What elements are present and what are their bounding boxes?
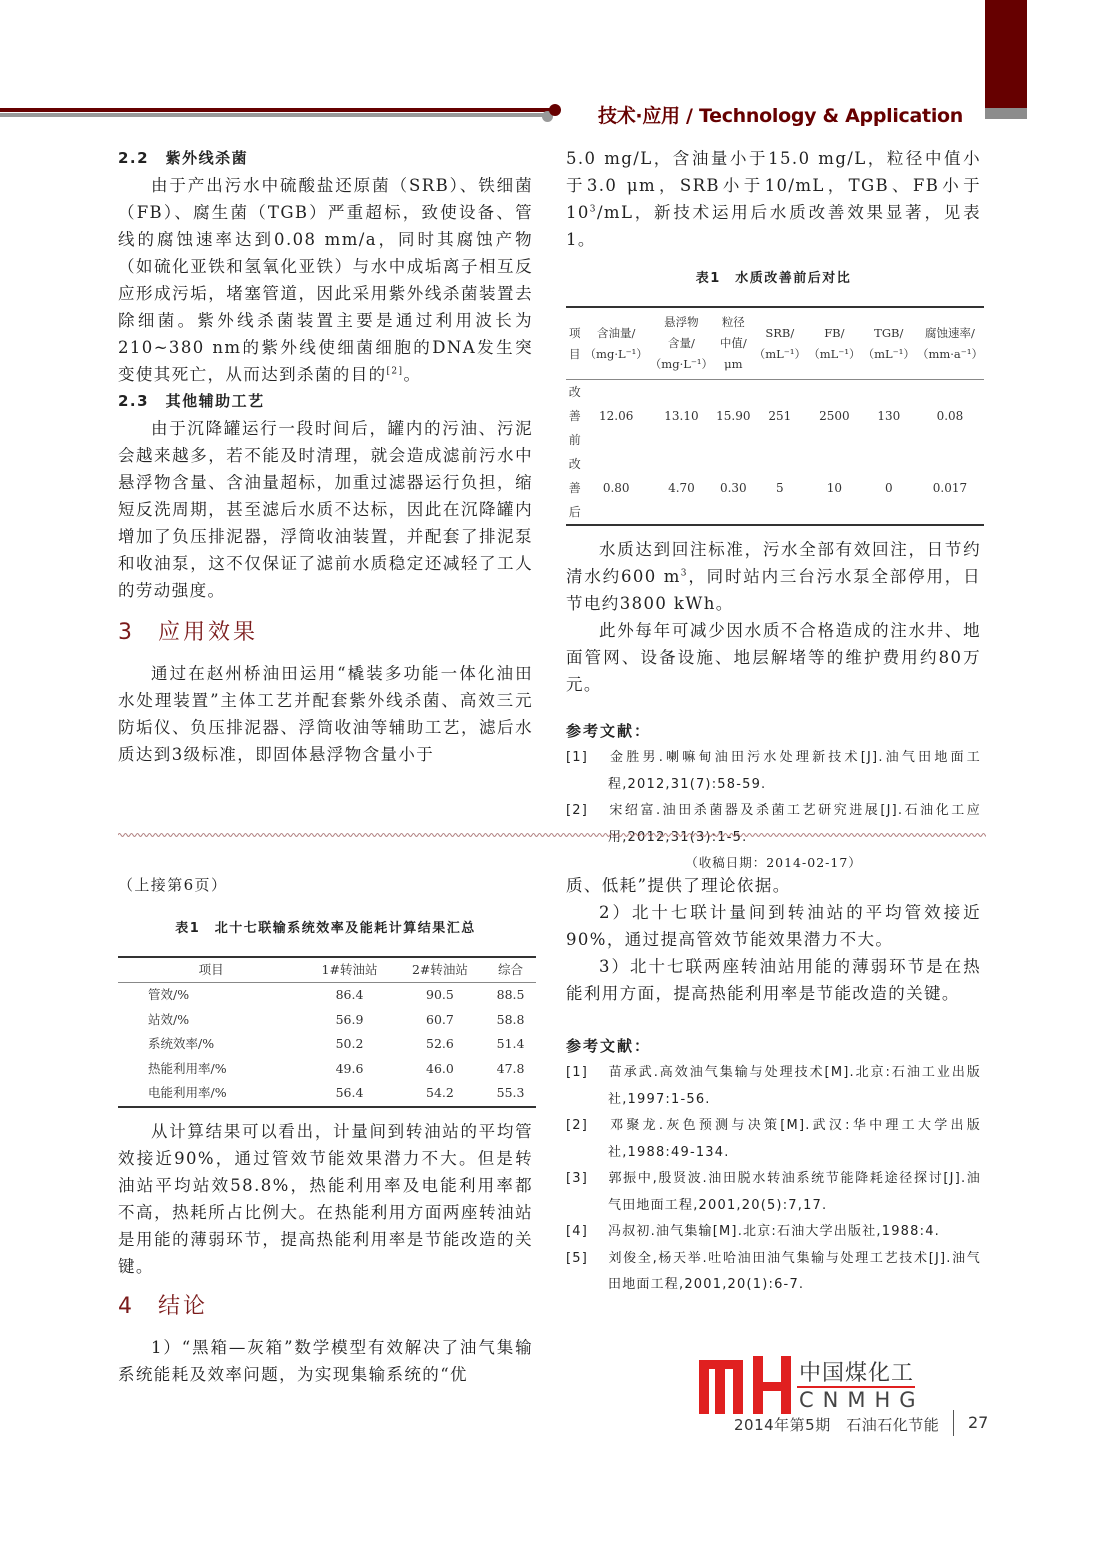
reference-text: 刘俊全,杨天举.吐哈油田油气集输与处理工艺技术[J].油气田地面工程,2001,20(1):6-7.: [608, 1250, 981, 1292]
reference-item: [566, 1219, 981, 1246]
table-cell: 46.0: [426, 1060, 454, 1076]
wavy-divider: [118, 832, 986, 838]
table-cell: 系统效率/%: [148, 1036, 215, 1051]
table-cell: 0: [884, 481, 893, 495]
savings-paragraph: [566, 536, 981, 617]
section-title: 结论: [158, 1293, 209, 1319]
table-row: [118, 983, 536, 1008]
table-header-cell: [916, 307, 984, 380]
cnmhg-logo: [695, 1356, 995, 1418]
page-number: 27: [968, 1413, 989, 1432]
table-cell: 改善后: [568, 457, 581, 519]
header-line: （mL⁻¹）: [808, 346, 861, 361]
table-cell: 130: [877, 409, 901, 423]
reference-text: 邓聚龙.灰色预测与决策[M].武汉:华中理工大学出版社,1988:49-134.: [608, 1118, 981, 1160]
superscript: 3: [680, 568, 688, 579]
conclusion-1-continued: 质、低耗”提供了理论依据。: [566, 876, 791, 895]
section-4-heading: [118, 1290, 533, 1324]
table-header-cell: [753, 307, 808, 380]
table-header-cell: [584, 307, 649, 380]
continued-paragraph: [566, 145, 981, 253]
table-caption: 表1 北十七联输系统效率及能耗计算结果汇总: [175, 921, 476, 936]
reference-number: [5]: [566, 1250, 589, 1266]
reference-number: [1]: [566, 1065, 589, 1080]
table-header-cell: [566, 307, 584, 380]
references-title: 参考文献：: [566, 722, 652, 740]
table-header-cell: 综合: [498, 962, 524, 977]
reference-item: [566, 745, 981, 798]
table-cell: 15.90: [716, 409, 751, 423]
header-line: 悬浮物: [664, 315, 699, 329]
table-row: [118, 1057, 536, 1082]
table-cell: 88.5: [496, 987, 525, 1002]
reference-number: [4]: [566, 1224, 589, 1239]
reference-item: [566, 1113, 981, 1166]
continued-from-note: （上接第6页）: [118, 876, 228, 894]
table-cell: 管效/%: [148, 987, 190, 1002]
table-cell: 251: [768, 409, 792, 423]
logo-chinese-name: 中国煤化工: [799, 1361, 915, 1386]
reference-text: 宋绍富.油田杀菌器及杀菌工艺研究进展[J].石油化工应用,2012,31(3):1-5.: [608, 803, 981, 845]
table-cell: 56.4: [335, 1085, 364, 1100]
section-title: 应用效果: [158, 620, 259, 645]
header-bar-brand: [985, 0, 1027, 108]
received-date: （收稿日期：2014-02-17）: [685, 855, 862, 870]
reference-item: [566, 1246, 981, 1299]
paragraph-text: 由于产出污水中硫酸盐还原菌（SRB）、铁细菌（FB）、腐生菌（TGB）严重超标，致使设备、管线的腐蚀速率达到0.08 mm/a，同时其腐蚀产物（如硫化亚铁和氢氧化亚铁）与水中成垢离子相互反应形成污垢，堵塞管道，因此采用紫外线杀菌装置去除细菌。紫外线杀菌装置主要是通过利用波长为210~380 nm的紫外线使细菌细胞的DNA发生突变使其死亡，从而达到杀菌的目的: [118, 176, 533, 384]
table-header-cell: 1#转油站: [321, 962, 378, 977]
reference-number: [1]: [566, 750, 589, 765]
table-row: [566, 380, 984, 453]
table-cell: 站效/%: [148, 1011, 190, 1027]
subsection-2-2-title: 2.2 紫外线杀菌: [118, 149, 249, 167]
paragraph-text: ，同时站内三台污水泵全部停用，日节电约3800 kWh。: [566, 567, 981, 613]
table-header-cell: [807, 307, 862, 380]
header-bar-gray: [985, 108, 1027, 119]
header-line: SRB/: [765, 325, 795, 340]
table-cell: 54.2: [426, 1085, 454, 1100]
reference-number: [2]: [566, 1118, 589, 1133]
section-number: 3: [118, 620, 135, 645]
subsection-2-3-paragraph: 由于沉降罐运行一段时间后，罐内的污油、污泥会越来越多，若不能及时清理，就会造成滤前污水中悬浮物含量、含油量超标，加重过滤器运行负担，缩短反洗周期，甚至滤后水质不达标，因此在沉降罐内增加了负压排泥器，浮筒收油装置，并配套了排泥泵和收油泵，这不仅保证了滤前水质稳定还减轻了工人的劳动强度。: [118, 419, 533, 600]
header-rule-gray: [0, 113, 548, 117]
reference-item: [566, 1060, 981, 1113]
table-cell: 90.5: [426, 987, 454, 1002]
header-line: TGB/: [874, 325, 904, 340]
issue-info: 2014年第5期 石油石化节能: [734, 1416, 940, 1434]
subsection-2-3-title: 2.3 其他辅助工艺: [118, 392, 265, 410]
table-cell: 50.2: [335, 1036, 364, 1051]
header-line: （mg·L⁻¹）: [649, 357, 714, 371]
bottom-right-column: [566, 872, 981, 1299]
analysis-paragraph: 从计算结果可以看出，计量间到转油站的平均管效接近90%，通过管效节能效果潜力不大。但是转油站平均站效58.8%，热能利用率及电能利用率都不高，热耗所占比例大。在热能利用方面两座转油站是用能的薄弱环节，提高热能利用率是节能改造的关键。: [118, 1121, 533, 1276]
header-line: μm: [724, 357, 743, 371]
top-left-column: [118, 145, 533, 768]
header-line: FB/: [824, 325, 845, 340]
reference-item: [566, 1166, 981, 1219]
table-header-cell: 项目: [198, 962, 224, 977]
table-cell: 10: [826, 481, 842, 495]
header-line: （mm·a⁻¹）: [916, 346, 983, 361]
conclusion-3-paragraph: 3）北十七联两座转油站用能的薄弱环节是在热能利用方面，提高热能利用率是节能改造的关键。: [566, 957, 981, 1003]
paragraph-end: 。: [403, 365, 422, 384]
subsection-2-2-paragraph: [118, 172, 533, 388]
bottom-left-column: [118, 872, 533, 1388]
references-title: 参考文献：: [566, 1037, 652, 1055]
header-line: 项目: [569, 325, 581, 361]
table-cell: 4.70: [668, 481, 695, 495]
table-header-cell: [649, 307, 714, 380]
table-cell: 49.6: [335, 1060, 364, 1076]
section-3-heading: [118, 616, 533, 650]
efficiency-table: [118, 956, 536, 1108]
header-line: 腐蚀速率/: [925, 325, 975, 340]
table-cell: 2500: [819, 409, 850, 423]
table-cell: 55.3: [496, 1085, 525, 1100]
table-cell: 56.9: [335, 1011, 364, 1027]
reference-text: 金胜男.喇嘛甸油田污水处理新技术[J].油气田地面工程,2012,31(7):58-59.: [608, 750, 981, 792]
paragraph-text: /mL，新技术运用后水质改善效果显著，见表1。: [566, 203, 981, 249]
water-quality-table: [566, 306, 984, 526]
superscript: 3: [589, 204, 597, 215]
citation: [2]: [386, 366, 404, 377]
table-row: [118, 1032, 536, 1057]
maintenance-paragraph: 此外每年可减少因水质不合格造成的注水井、地面管网、设备设施、地层解堵等的维护费用约80万元。: [566, 621, 981, 694]
reference-number: [2]: [566, 803, 589, 818]
header-line: （mL⁻¹）: [862, 346, 915, 361]
table-header-row: [118, 957, 536, 983]
reference-text: 苗承武.高效油气集输与处理技术[M].北京:石油工业出版社,1997:1-56.: [608, 1065, 981, 1107]
table-cell: 0.017: [932, 481, 968, 495]
top-right-column: [566, 145, 981, 876]
header-line: （mL⁻¹）: [753, 346, 806, 361]
table-row: [566, 452, 984, 525]
table-cell: 51.4: [496, 1036, 525, 1051]
table-row: [118, 1081, 536, 1107]
header-line: （mg·L⁻¹）: [584, 346, 648, 361]
table-caption: 表1 水质改善前后对比: [695, 271, 852, 286]
table-cell: 12.06: [598, 409, 634, 423]
paragraph-text: 5.0 mg/L，含油量小于15.0 mg/L，粒径中值小于3.0 μm，SRB小于10/mL，TGB、FB小于10: [566, 149, 981, 222]
header-rule-brand: [0, 108, 556, 112]
table-cell: 0.80: [602, 481, 630, 495]
table-header-row: [566, 307, 984, 380]
conclusion-1-paragraph: 1）“黑箱—灰箱”数学模型有效解决了油气集输系统能耗及效率问题，为实现集输系统的“优: [118, 1337, 533, 1384]
reference-text: 郭振中,殷贤波.油田脱水转油系统节能降耗途径探讨[J].油气田地面工程,2001,20(5):7,17.: [608, 1171, 981, 1213]
table-row: [118, 1008, 536, 1033]
reference-number: [3]: [566, 1171, 589, 1186]
header-line: 含油量/: [596, 325, 636, 340]
header-dot-brand-icon: [549, 104, 561, 116]
table-header-cell: 2#转油站: [411, 962, 468, 977]
section-number: 4: [118, 1293, 135, 1319]
table-cell: 5: [776, 481, 784, 495]
table-cell: 改善前: [568, 385, 581, 447]
table-cell: 0.30: [719, 481, 747, 495]
paragraph-text: 水质达到回注标准，污水全部有效回注，日节约清水约600 m: [566, 540, 981, 586]
table-header-cell: [714, 307, 753, 380]
table-cell: 58.8: [496, 1011, 525, 1027]
footer-divider: [953, 1410, 954, 1436]
mh-logo-mark-icon: [699, 1356, 791, 1414]
table-cell: 86.4: [335, 987, 364, 1002]
logo-english-name: CNMHG: [799, 1388, 925, 1412]
section-header-title: 技术·应用 / Technology & Application: [598, 105, 964, 127]
table-cell: 电能利用率/%: [148, 1085, 227, 1100]
references-list: [566, 1060, 981, 1299]
table-header-cell: [862, 307, 916, 380]
table-cell: 13.10: [664, 409, 699, 423]
header-line: 含量/: [667, 336, 695, 350]
reference-text: 冯叔初.油气集输[M].北京:石油大学出版社,1988:4.: [608, 1224, 941, 1239]
header-line: 中值/: [719, 336, 747, 350]
table-cell: 0.08: [936, 409, 964, 423]
table-cell: 52.6: [426, 1036, 454, 1051]
reference-item: [566, 798, 981, 851]
header-line: 粒径: [721, 315, 745, 329]
conclusion-2-paragraph: 2）北十七联计量间到转油站的平均管效接近90%，通过提高管效节能效果潜力不大。: [566, 903, 981, 949]
table-cell: 60.7: [426, 1011, 454, 1027]
table-cell: 热能利用率/%: [148, 1060, 227, 1076]
table-cell: 47.8: [496, 1060, 525, 1076]
section-3-paragraph: 通过在赵州桥油田运用“橇装多功能一体化油田水处理装置”主体工艺并配套紫外线杀菌、高效三元防垢仪、负压排泥器、浮筒收油等辅助工艺，滤后水质达到3级标准，即固体悬浮物含量小于: [118, 664, 533, 764]
